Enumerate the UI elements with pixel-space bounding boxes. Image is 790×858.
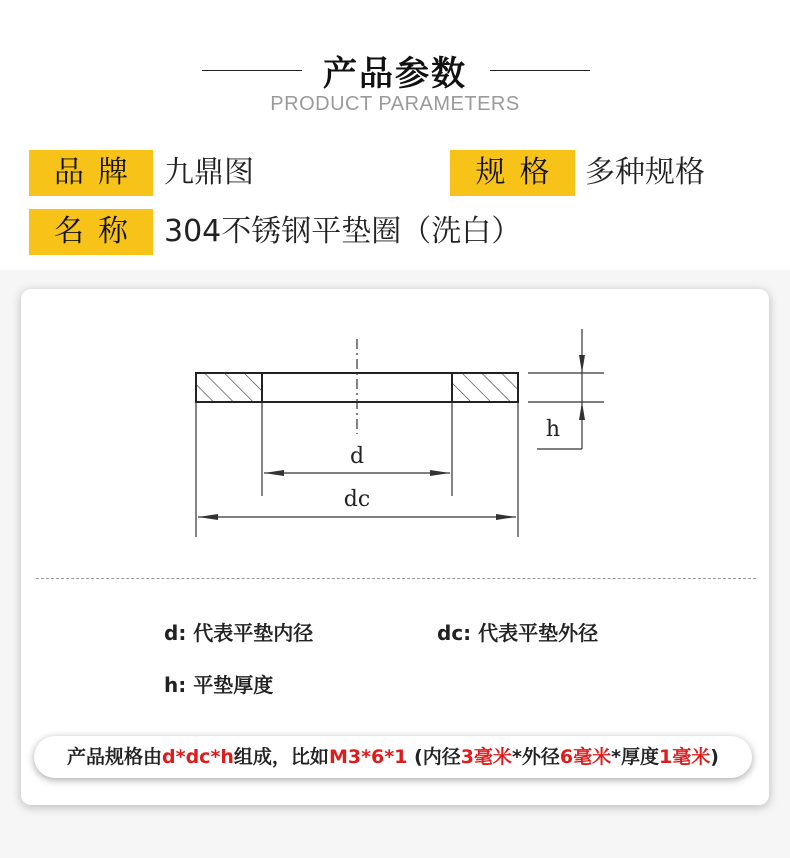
- note-part-3: (内径: [407, 746, 461, 768]
- legend-d-text: 代表平垫内径: [193, 621, 314, 645]
- brand-label: 品牌: [29, 150, 153, 196]
- page-title: 产品参数: [323, 54, 467, 94]
- legend-h-text: 平垫厚度: [193, 673, 274, 697]
- washer-diagram: [21, 289, 769, 569]
- name-label: 名称: [29, 209, 153, 255]
- divider: [36, 578, 756, 579]
- note-part-5: *厚度: [611, 746, 660, 768]
- spec-note: [34, 736, 752, 778]
- name-value: 304不锈钢平垫圈（洗白）: [164, 214, 522, 249]
- legend-d-key: d:: [164, 621, 187, 645]
- note-part-2: 组成，比如: [233, 746, 329, 768]
- spec-label: 规格: [450, 150, 575, 196]
- note-part-6: ): [710, 746, 719, 768]
- page-subtitle: PRODUCT PARAMETERS: [270, 93, 520, 115]
- note-formula: d*dc*h: [162, 746, 234, 768]
- note-example: M3*6*1: [328, 746, 408, 768]
- h-label: h: [545, 417, 561, 442]
- legend-h: [164, 669, 273, 698]
- legend-dc: [437, 617, 598, 646]
- dc-label: dc: [343, 487, 371, 512]
- diagram-card: [21, 289, 769, 805]
- legend-dc-text: 代表平垫外径: [478, 621, 599, 645]
- legend-d: [164, 617, 313, 646]
- note-part-4: *外径: [511, 746, 560, 768]
- note-inner: 3毫米: [460, 746, 512, 768]
- note-outer: 6毫米: [559, 746, 612, 768]
- hatch-right: [452, 374, 517, 401]
- hatch-left: [197, 374, 262, 401]
- d-label: d: [349, 444, 365, 469]
- spec-value: 多种规格: [585, 155, 705, 190]
- legend-dc-key: dc:: [437, 621, 472, 645]
- note-part-1: 产品规格由: [67, 746, 163, 768]
- note-thick: 1毫米: [659, 746, 711, 768]
- legend-h-key: h:: [164, 673, 187, 697]
- brand-value: 九鼎图: [164, 155, 254, 190]
